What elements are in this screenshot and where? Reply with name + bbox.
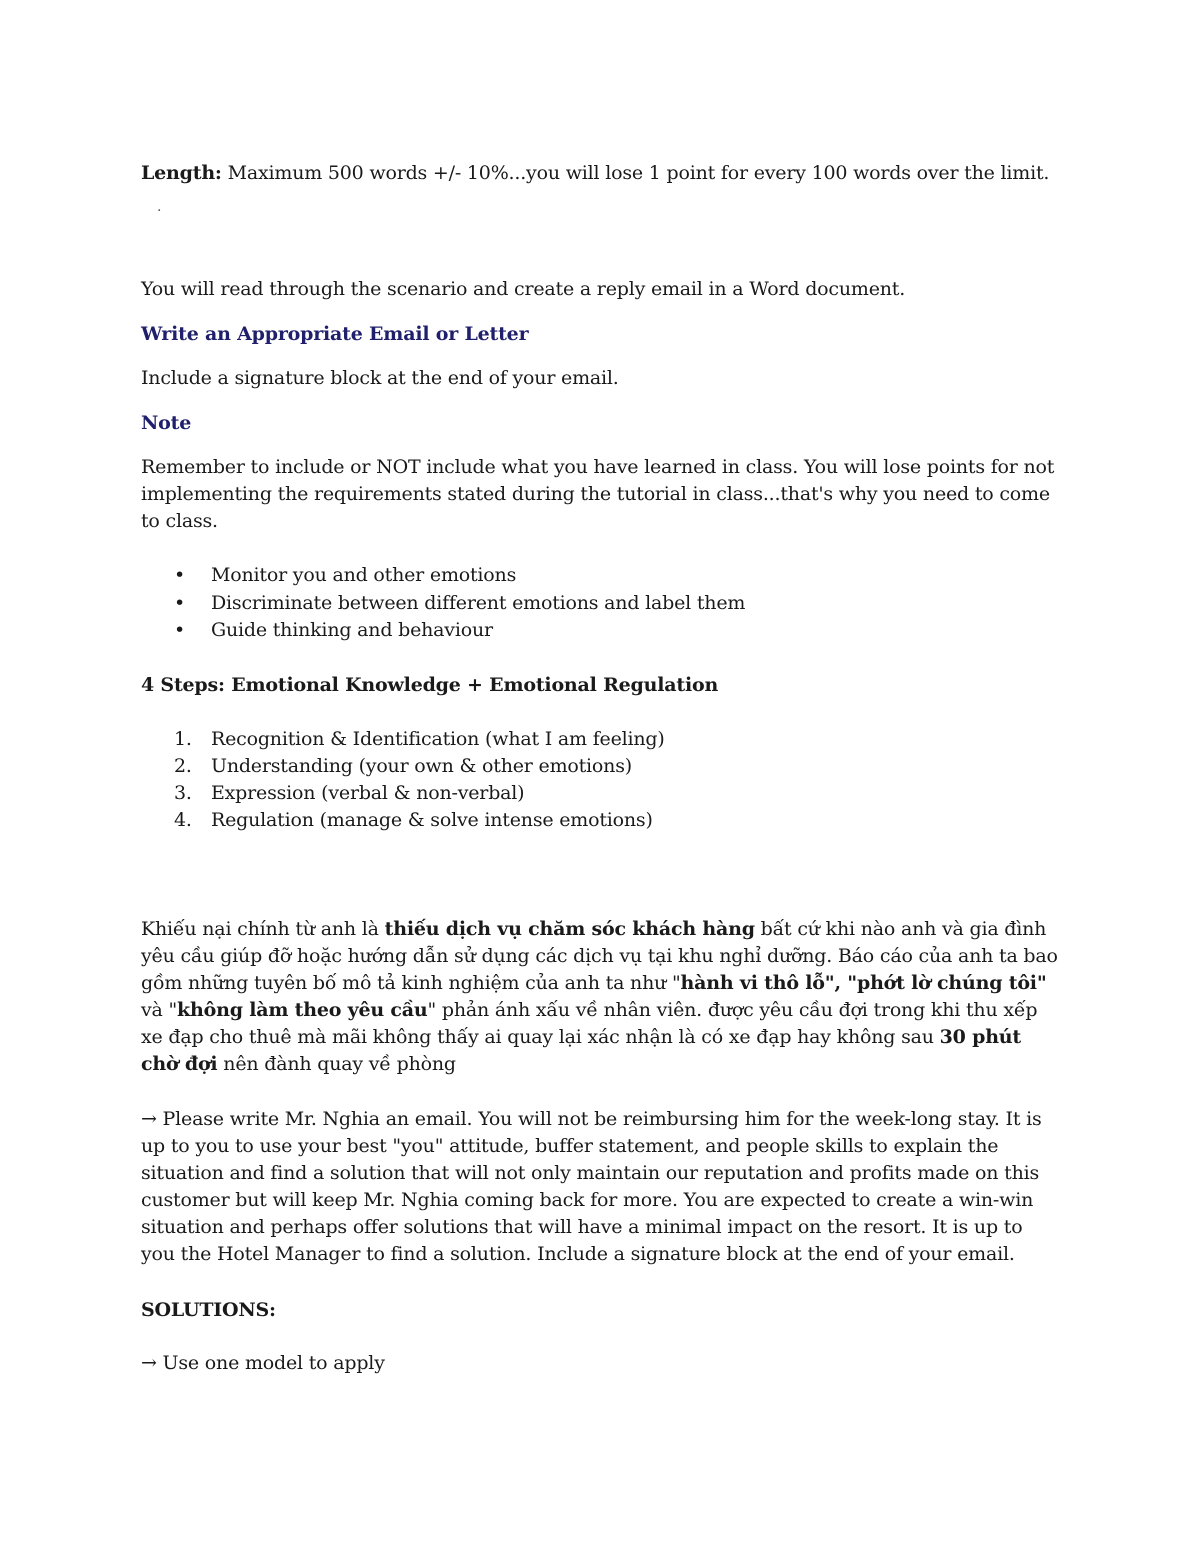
step-number: 3. — [174, 782, 192, 804]
length-label: Length: — [141, 162, 222, 184]
emotions-bullet-list — [141, 562, 745, 645]
length-text: Maximum 500 words +/- 10%...you will lose 1 point for every 100 words over the limit. — [221, 162, 1050, 184]
steps-heading: 4 Steps: Emotional Knowledge + Emotional Regulation — [141, 674, 719, 696]
bullet-icon: • — [174, 619, 186, 641]
list-item: • Discriminate between different emotions and label them — [141, 590, 745, 618]
step-text: Regulation (manage & solve intense emotions) — [211, 809, 653, 831]
list-item — [141, 807, 665, 834]
length-line — [141, 160, 1049, 187]
step-number: 1. — [174, 728, 192, 750]
note-heading: Note — [141, 412, 192, 434]
step-text: Expression (verbal & non-verbal) — [211, 782, 525, 804]
intro-text: You will read through the scenario and create a reply email in a Word document. — [141, 278, 906, 300]
instruction-paragraph: → Please write Mr. Nghia an email. You will not be reimbursing him for the week-long stay. It is up to you to use your best "you" attitude, buffer statement, and people skills to explain the situation and find a solution that will not only maintain our reputation and profits made on this customer but will keep Mr. Nghia coming back for more. You are expected to create a win-win situation and perhaps offer solutions that will have a minimal impact on the resort. It is up to you the Hotel Manager to find a solution. Include a signature block at the end of your email. — [141, 1108, 1042, 1265]
stray-mark: . — [157, 199, 162, 215]
list-item — [141, 726, 665, 753]
list-item: • Monitor you and other emotions — [141, 562, 745, 590]
bullet-icon: • — [174, 564, 186, 586]
write-email-heading: Write an Appropriate Email or Letter — [141, 323, 529, 345]
complaint-paragraph: Khiếu nại chính từ anh là thiếu dịch vụ chăm sóc khách hàng bất cứ khi nào anh và gia đình yêu cầu giúp đỡ hoặc hướng dẫn sử dụng các dịch vụ tại khu nghỉ dưỡng. Báo cáo của anh ta bao gồm những tuyên bố mô tả kinh nghiệm của anh ta như "hành vi thô lỗ", "phớt lờ chúng tôi" và "không làm theo yêu cầu" phản ánh xấu về nhân viên. được yêu cầu đợi trong khi thu xếp xe đạp cho thuê mà mãi không thấy ai quay lại xác nhận là có xe đạp hay không sau 30 phút chờ đợi nên đành quay về phòng — [141, 918, 1058, 1075]
bullet-icon: • — [174, 591, 186, 614]
step-text: Understanding (your own & other emotions) — [211, 755, 632, 777]
step-number: 2. — [174, 755, 192, 777]
signature-instruction: Include a signature block at the end of your email. — [141, 367, 619, 389]
list-item: • Guide thinking and behaviour — [141, 617, 745, 645]
list-item — [141, 780, 665, 807]
steps-numbered-list — [141, 726, 665, 834]
list-item — [141, 753, 665, 780]
solutions-heading: SOLUTIONS: — [141, 1299, 276, 1321]
use-model-line: → Use one model to apply — [141, 1352, 385, 1374]
step-text: Recognition & Identification (what I am feeling) — [211, 728, 665, 750]
step-number: 4. — [174, 809, 192, 831]
remember-paragraph: Remember to include or NOT include what you have learned in class. You will lose points for not implementing the requirements stated during the tutorial in class...that's why you need to come to class. — [141, 456, 1055, 532]
